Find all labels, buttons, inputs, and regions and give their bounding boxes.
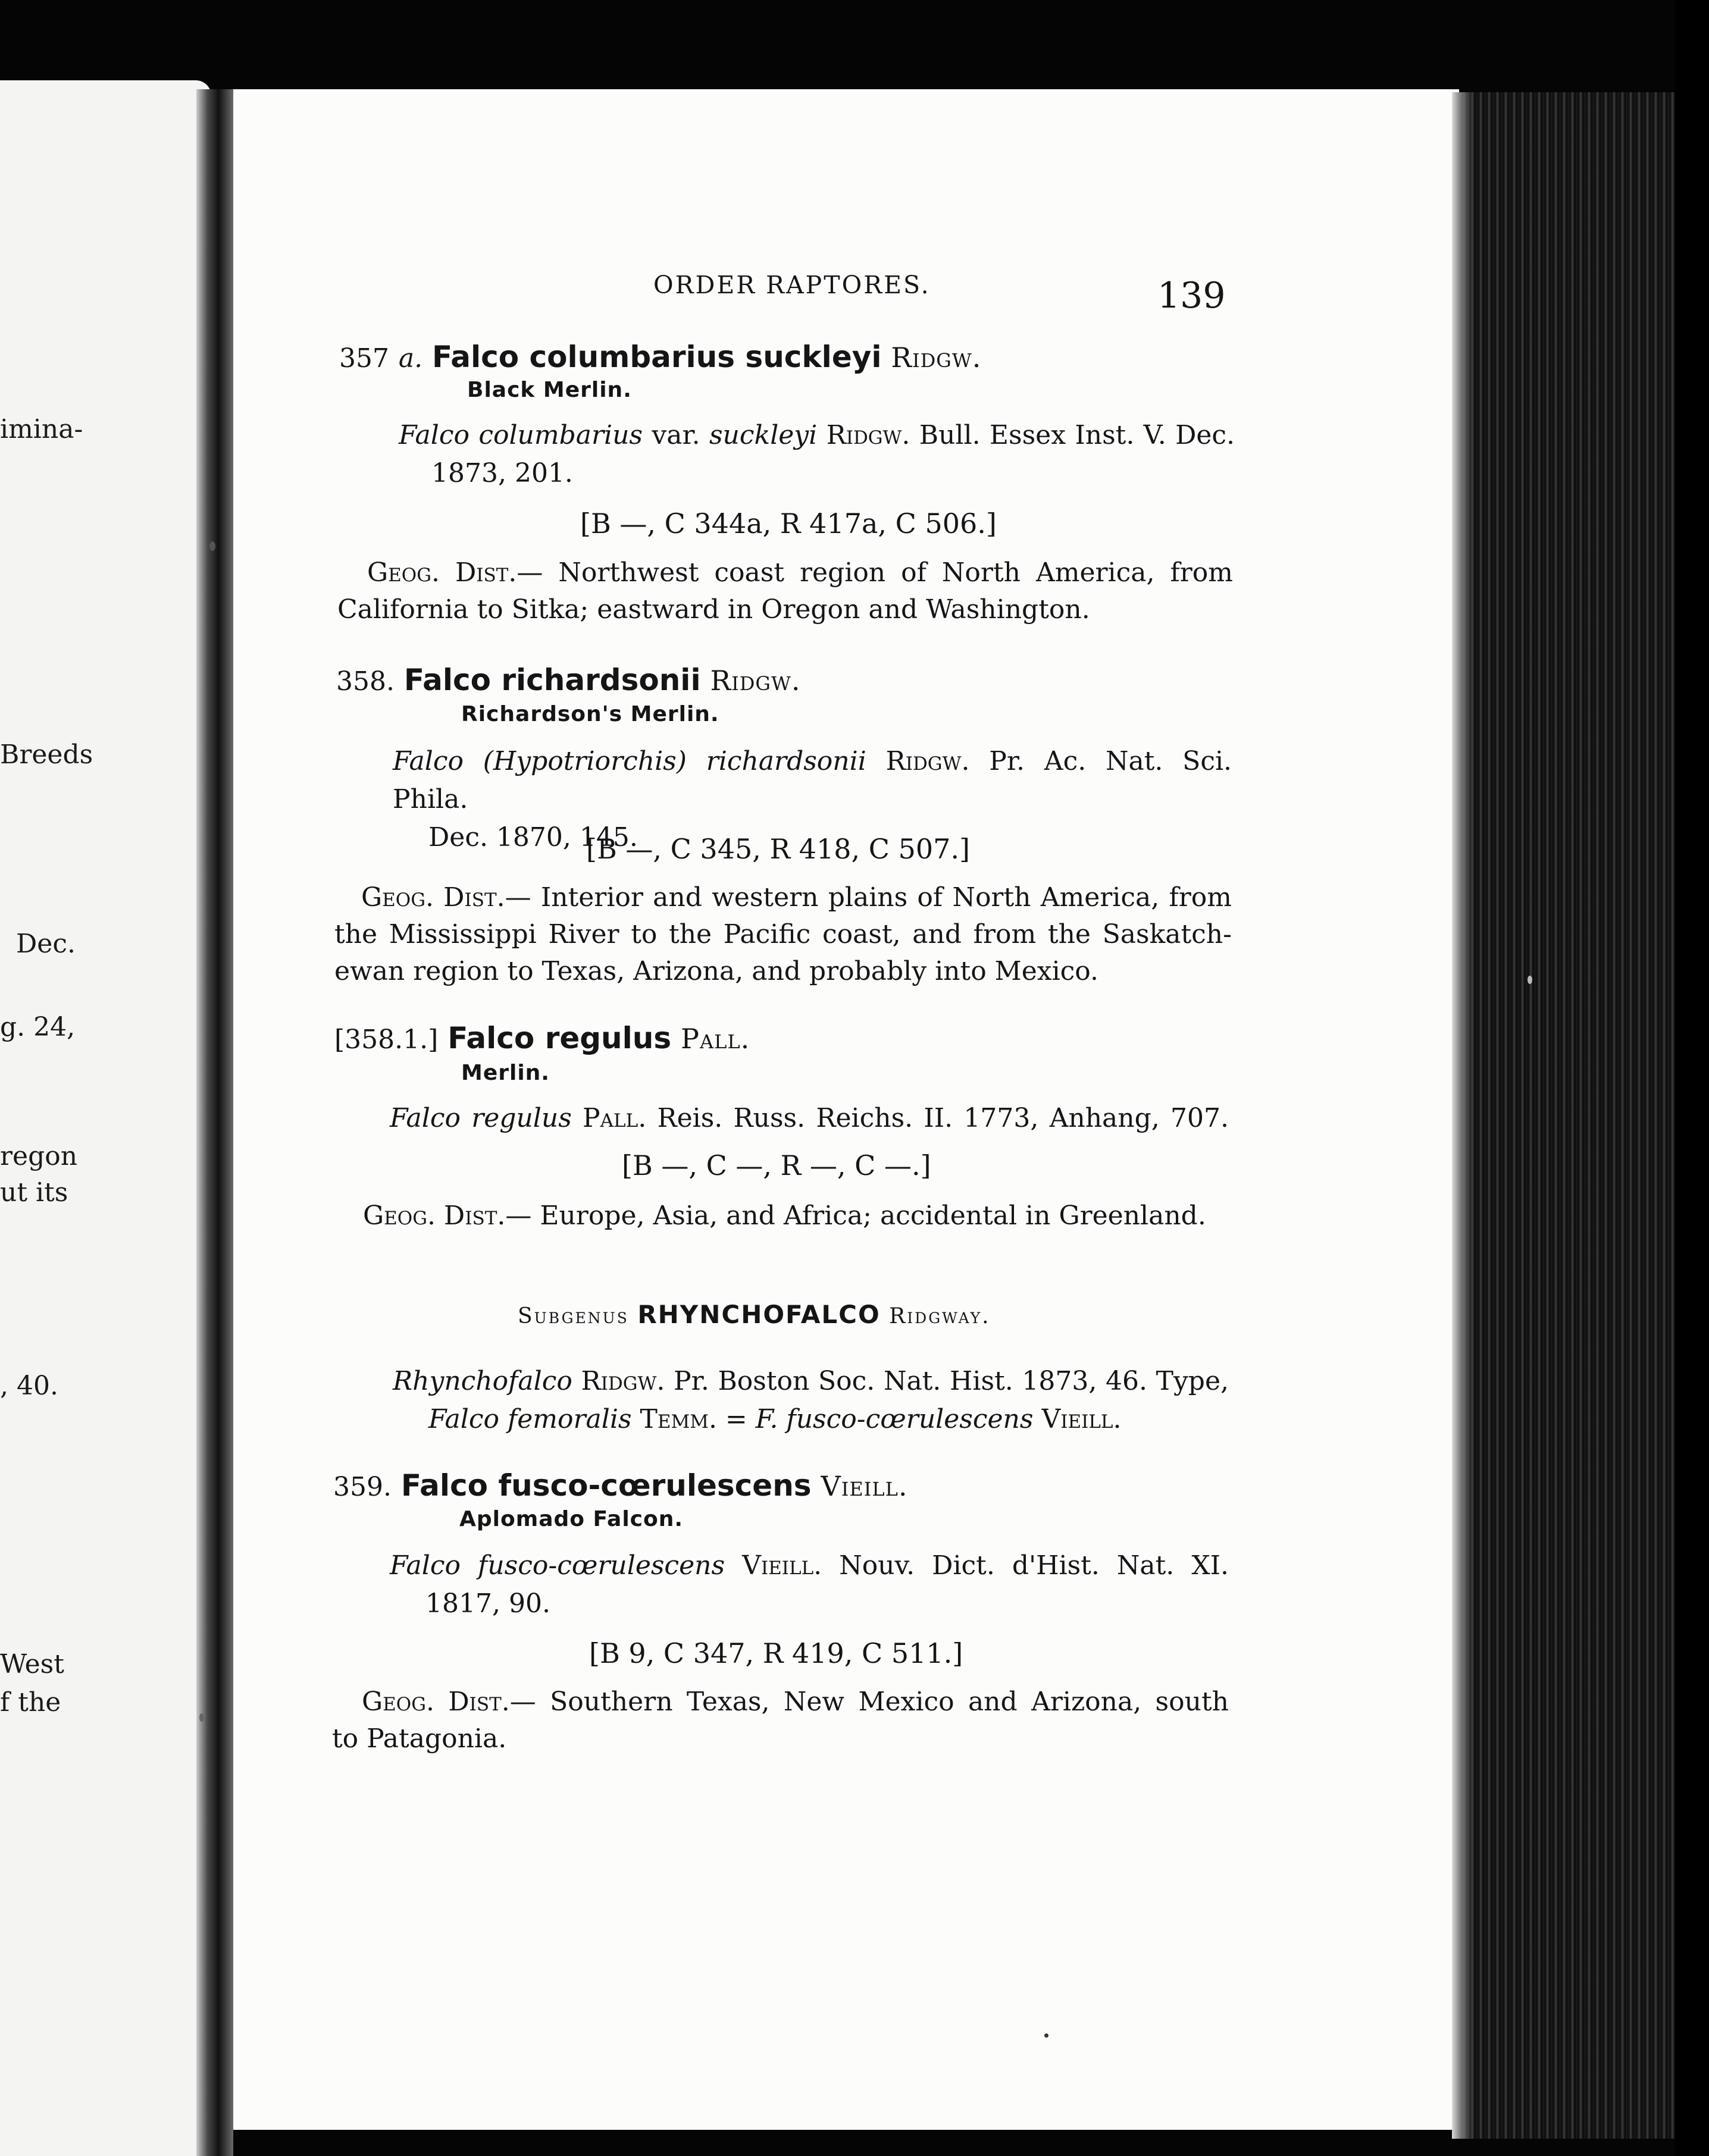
distribution-label: Geog. Dist.— (361, 882, 531, 913)
citation-name: Falco columbarius (399, 420, 643, 450)
subgenus-authority: Ridgway. (889, 1304, 991, 1328)
authority: Ridgw. (891, 341, 982, 374)
left-fragment: g. 24, (0, 1012, 76, 1042)
citation-text: Bull. Essex Inst. V. Dec. (910, 420, 1235, 450)
subgenus-name: RHYNCHOFALCO (637, 1300, 881, 1329)
citation (333, 1547, 1229, 1623)
distribution-text: Europe, Asia, and Africa; accidental in Greenland. (531, 1201, 1206, 1231)
common-name: Black Merlin. (467, 378, 632, 402)
type-authority: Temm. (631, 1404, 717, 1434)
scientific-name: Falco columbarius suckleyi (432, 340, 882, 374)
citation-text: Nouv. Dict. d'Hist. Nat. XI. (822, 1550, 1229, 1581)
type-authority: Vieill. (1033, 1404, 1122, 1434)
scientific-name: Falco richardsonii (403, 663, 701, 697)
distribution-text: California to Sitka; eastward in Oregon and Washington. (337, 594, 1090, 625)
authority: Vieill. (821, 1470, 908, 1502)
citation (390, 1099, 1229, 1137)
citation-name: Falco fusco-cœrulescens (390, 1550, 725, 1581)
distribution-text: Southern Texas, New Mexico and Arizona, south (536, 1687, 1229, 1717)
geographic-distribution (337, 554, 1233, 628)
left-fragment: , 40. (0, 1371, 58, 1401)
geographic-distribution (332, 1684, 1229, 1757)
geographic-distribution (334, 879, 1232, 990)
citation-authority: Pall. (571, 1103, 647, 1133)
citation (336, 416, 1235, 493)
running-head: ORDER RAPTORES. (653, 271, 931, 299)
distribution-text: to Patagonia. (332, 1723, 507, 1754)
distribution-label: Geog. Dist.— (363, 1201, 532, 1231)
entry-heading (339, 342, 981, 372)
citation-name: Falco (Hypotriorchis) richardsonii (393, 746, 866, 776)
distribution-text: Interior and western plains of North America, from (531, 882, 1232, 913)
entry-number: 359. (333, 1472, 392, 1502)
authority: Pall. (681, 1023, 750, 1055)
citation-text: Pr. Ac. Nat. Sci. Phila. (393, 746, 1232, 814)
citation-authority: Vieill. (725, 1550, 822, 1581)
scientific-name: Falco fusco-cœrulescens (400, 1468, 812, 1503)
entry-number: 357 (339, 343, 389, 374)
citation-authority: Ridgw. (866, 746, 970, 776)
citation-line: Dec. 1870, 145. (428, 822, 638, 853)
left-fragment: West (0, 1649, 64, 1679)
subgenus-citation (336, 1362, 1229, 1439)
citation-text: Pr. Boston Soc. Nat. Hist. 1873, 46. Type, (665, 1366, 1229, 1396)
distribution-text: Northwest coast region of North America, from (543, 557, 1233, 588)
entry-heading (334, 1023, 750, 1053)
citation-text: var. (643, 420, 709, 450)
scientific-name: Falco regulus (447, 1021, 672, 1055)
reference-codes: [B —, C —, R —, C —.] (622, 1149, 931, 1182)
left-page (0, 80, 211, 2156)
distribution-text: ewan region to Texas, Arizona, and probably into Mexico. (334, 956, 1098, 986)
left-fragment: regon (0, 1141, 78, 1171)
entry-suffix: a. (398, 343, 423, 374)
common-name: Aplomado Falcon. (459, 1507, 684, 1531)
citation-line: 1873, 201. (431, 458, 573, 488)
left-fragment: imina- (0, 414, 83, 444)
book-gutter (196, 89, 233, 2156)
entry-number: 358. (336, 666, 395, 697)
citation-authority: Ridgw. (817, 420, 910, 450)
entry-heading (336, 665, 801, 695)
citation-text: Reis. Russ. Reichs. II. 1773, Anhang, 707. (646, 1103, 1229, 1133)
left-fragment: Breeds (0, 739, 93, 770)
page-edges (1452, 92, 1678, 2139)
common-name: Merlin. (461, 1061, 550, 1085)
citation-authority: Ridgw. (572, 1366, 665, 1396)
entry-number: [358.1.] (334, 1024, 439, 1055)
type-name: Falco femoralis (428, 1404, 632, 1434)
entry-heading (333, 1468, 908, 1503)
subgenus-label: Subgenus (518, 1304, 629, 1328)
distribution-text: the Mississippi River to the Pacific coast, and from the Saskatch- (334, 919, 1232, 949)
distribution-label: Geog. Dist.— (367, 557, 543, 588)
background-edge (1675, 0, 1709, 2156)
citation-name: suckleyi (709, 420, 818, 450)
common-name: Richardson's Merlin. (461, 702, 719, 726)
page-number: 139 (1157, 275, 1226, 316)
citation-name: Falco regulus (390, 1103, 572, 1133)
citation-line: 1817, 90. (425, 1588, 550, 1619)
type-equals: = (716, 1404, 756, 1434)
subgenus-heading (518, 1300, 991, 1329)
authority: Ridgw. (710, 665, 801, 697)
left-fragment: ut its (0, 1177, 68, 1208)
left-fragment: f the (0, 1687, 61, 1718)
reference-codes: [B 9, C 347, R 419, C 511.] (589, 1637, 963, 1669)
distribution-label: Geog. Dist.— (362, 1687, 536, 1717)
type-name: F. fusco-cœrulescens (755, 1404, 1034, 1434)
reference-codes: [B —, C 344a, R 417a, C 506.] (580, 507, 997, 540)
reference-codes: [B —, C 345, R 418, C 507.] (586, 833, 970, 865)
geographic-distribution (363, 1198, 1229, 1234)
left-fragment: Dec. (16, 929, 76, 959)
citation-name: Rhynchofalco (393, 1366, 572, 1396)
